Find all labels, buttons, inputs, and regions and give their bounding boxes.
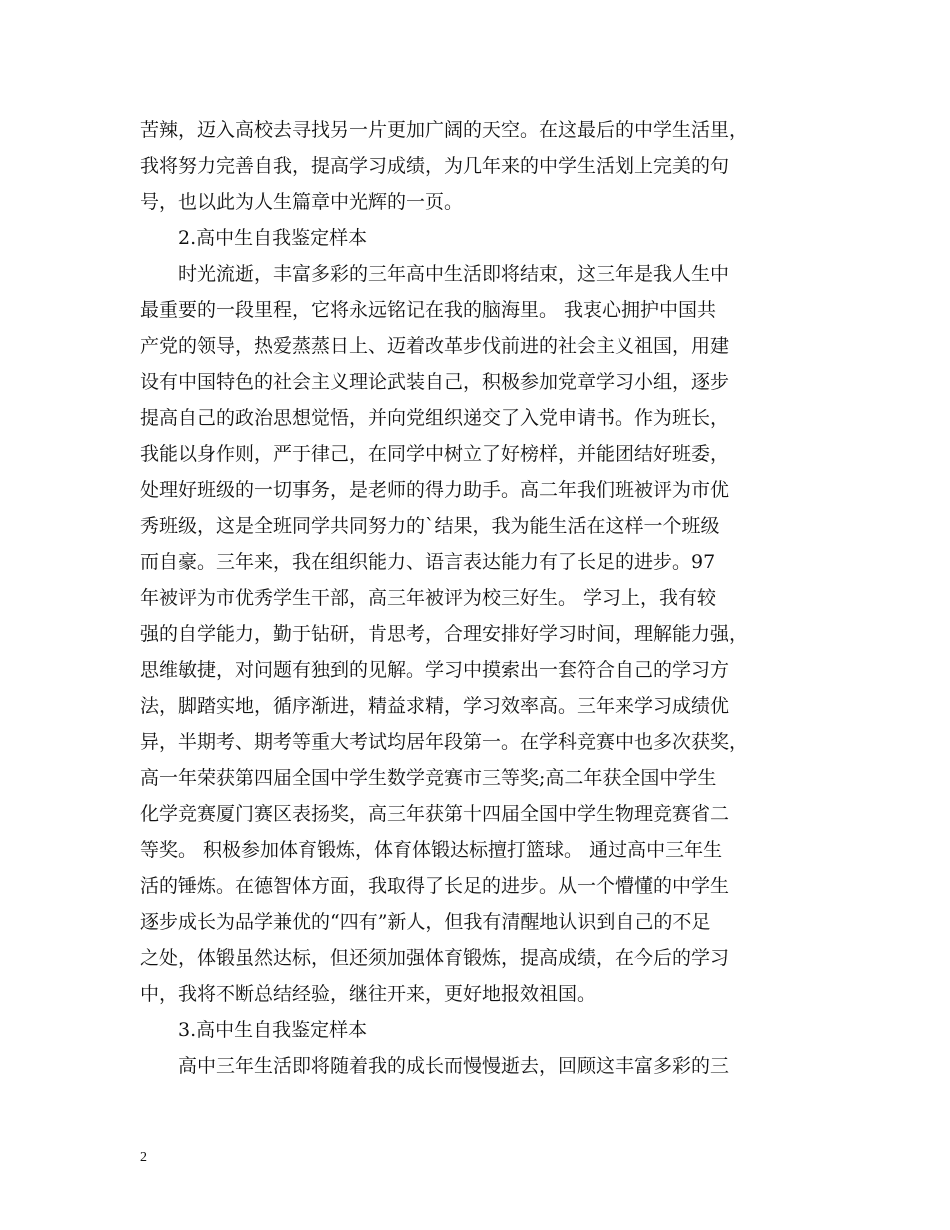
text-line: 法，脚踏实地，循序渐进，精益求精，学习效率高。三年来学习成绩优 bbox=[140, 695, 730, 717]
text-line: 化学竞赛厦门赛区表扬奖，高三年获第十四届全国中学生物理竞赛省二 bbox=[140, 803, 730, 825]
page-number: 2 bbox=[140, 1150, 147, 1165]
section-heading: 3.高中生自我鉴定样本 bbox=[178, 1019, 368, 1041]
text-line: 号，也以此为人生篇章中光辉的一页。 bbox=[140, 191, 464, 213]
text-line: 年被评为市优秀学生干部，高三年被评为校三好生。 学习上，我有较 bbox=[140, 587, 717, 609]
text-line: 设有中国特色的社会主义理论武装自己，积极参加党章学习小组，逐步 bbox=[140, 371, 730, 393]
text-line: 产党的领导，热爱蒸蒸日上、迈着改革步伐前进的社会主义祖国，用建 bbox=[140, 335, 730, 357]
document-body bbox=[140, 112, 820, 1084]
text-line: 我能以身作则，严于律己，在同学中树立了好榜样，并能团结好班委， bbox=[140, 443, 730, 465]
text-line: 而自豪。三年来，我在组织能力、语言表达能力有了长足的进步。97 bbox=[140, 551, 716, 573]
text-line: 我将努力完善自我，提高学习成绩，为几年来的中学生活划上完美的句 bbox=[140, 155, 730, 177]
text-line: 异，半期考、期考等重大考试均居年段第一。在学科竞赛中也多次获奖， bbox=[140, 731, 749, 753]
text-line: 思维敏捷，对问题有独到的见解。学习中摸索出一套符合自己的学习方 bbox=[140, 659, 730, 681]
section-heading: 2.高中生自我鉴定样本 bbox=[178, 227, 368, 249]
text-line: 逐步成长为品学兼优的“四有”新人，但我有清醒地认识到自己的不足 bbox=[140, 911, 711, 933]
text-line: 处理好班级的一切事务，是老师的得力助手。高二年我们班被评为市优 bbox=[140, 479, 730, 501]
text-line: 苦辣，迈入高校去寻找另一片更加广阔的天空。在这最后的中学生活里， bbox=[140, 119, 749, 141]
text-line: 秀班级，这是全班同学共同努力的`结果，我为能生活在这样一个班级 bbox=[140, 515, 720, 537]
text-line: 高一年荣获第四届全国中学生数学竞赛市三等奖;高二年获全国中学生 bbox=[140, 767, 717, 789]
paragraph-start-line: 时光流逝，丰富多彩的三年高中生活即将结束，这三年是我人生中 bbox=[178, 263, 730, 285]
text-line: 提高自己的政治思想觉悟，并向党组织递交了入党申请书。作为班长， bbox=[140, 407, 730, 429]
text-line: 强的自学能力，勤于钻研，肯思考，合理安排好学习时间，理解能力强， bbox=[140, 623, 749, 645]
text-line: 最重要的一段里程，它将永远铭记在我的脑海里。 我衷心拥护中国共 bbox=[140, 299, 717, 321]
paragraph-start-line: 高中三年生活即将随着我的成长而慢慢逝去，回顾这丰富多彩的三 bbox=[178, 1055, 730, 1077]
text-line: 活的锤炼。在德智体方面，我取得了长足的进步。从一个懵懂的中学生 bbox=[140, 875, 730, 897]
text-line: 中，我将不断总结经验，继往开来，更好地报效祖国。 bbox=[140, 983, 597, 1005]
text-line: 之处，体锻虽然达标，但还须加强体育锻炼，提高成绩，在今后的学习 bbox=[140, 947, 730, 969]
text-line: 等奖。 积极参加体育锻炼，体育体锻达标擅打篮球。 通过高中三年生 bbox=[140, 839, 723, 861]
